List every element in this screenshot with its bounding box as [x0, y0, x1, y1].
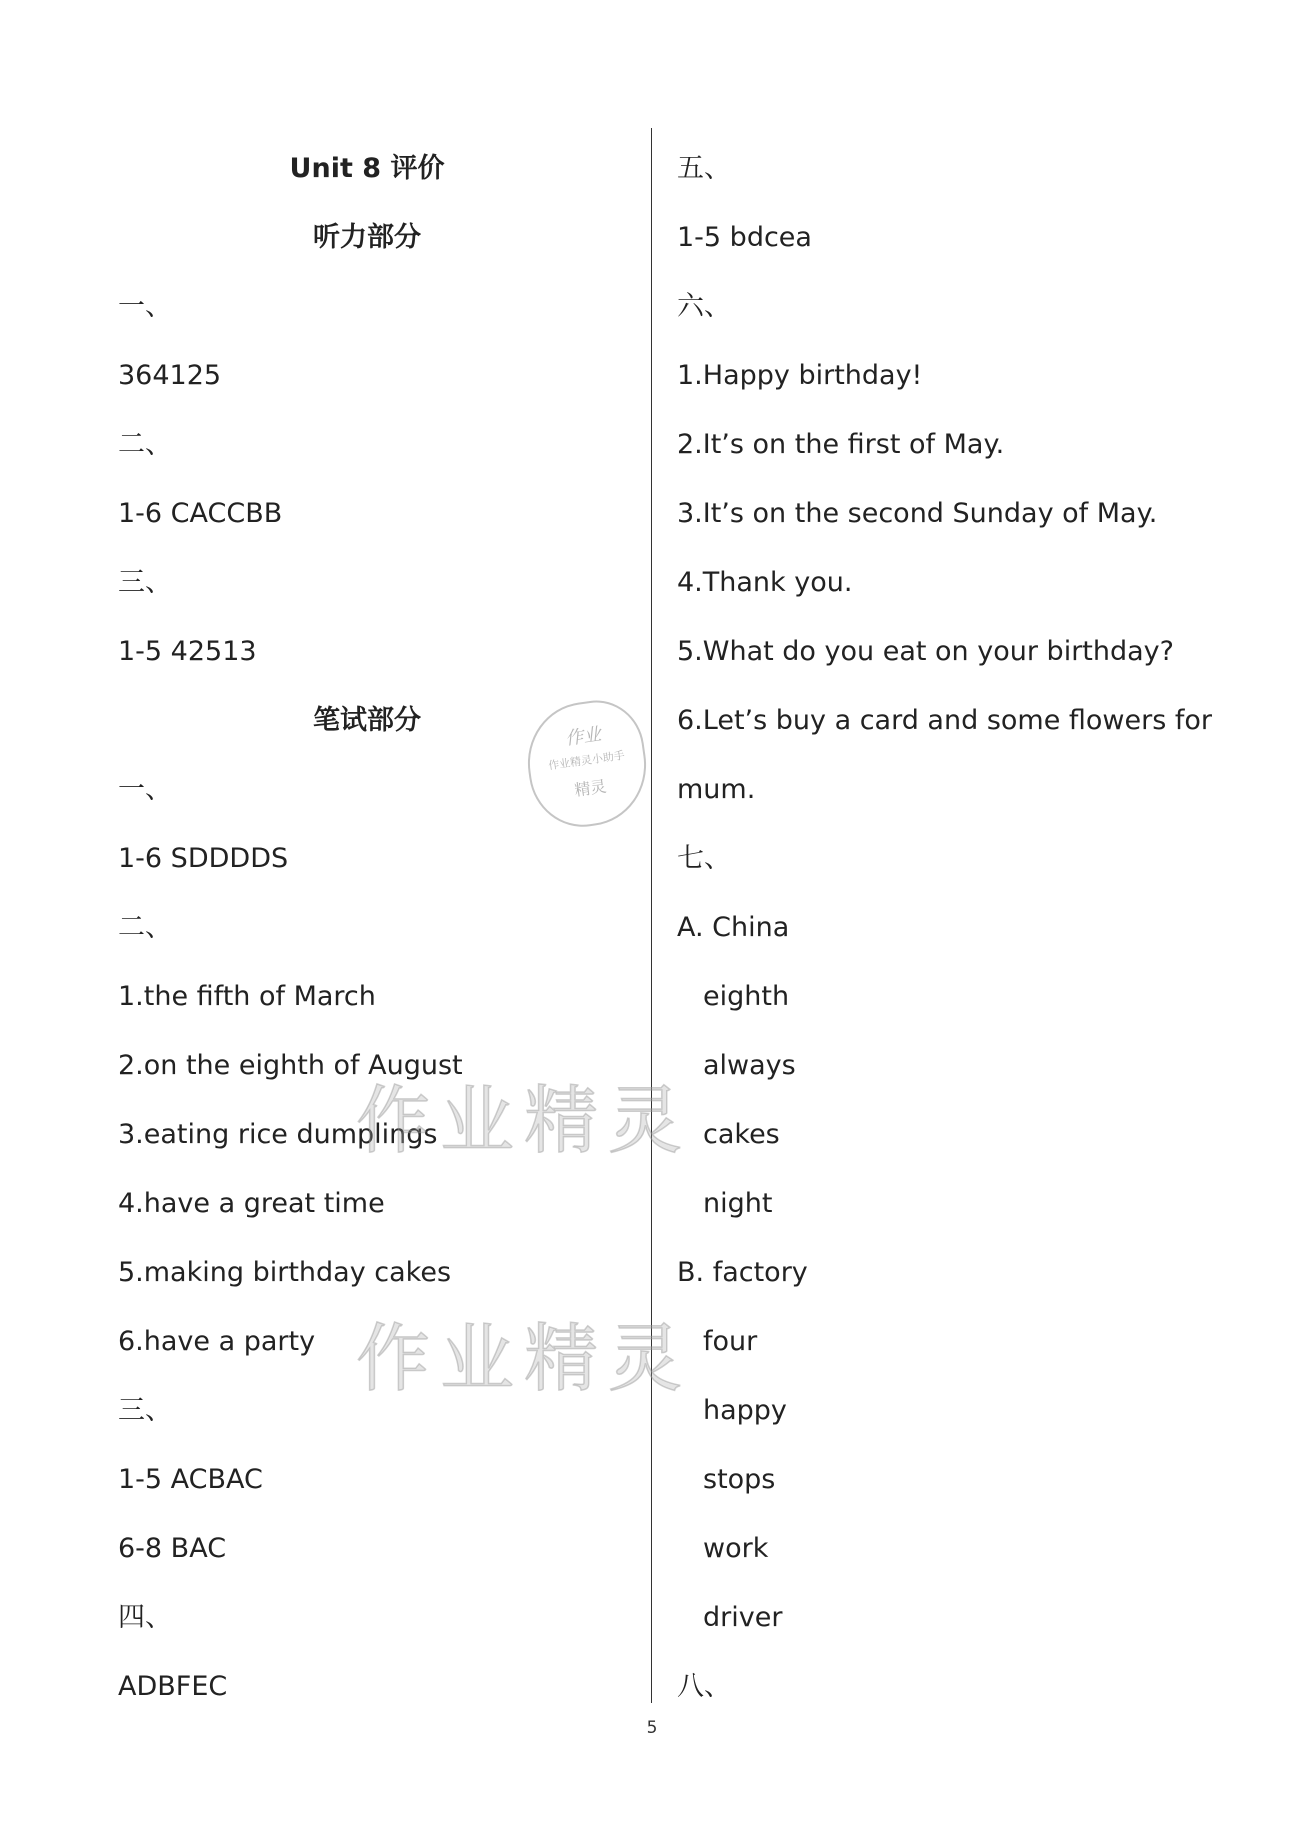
answer-line: 1-6 SDDDDS: [118, 843, 289, 874]
page-title: Unit 8 评价: [289, 153, 445, 184]
answer-line: mum.: [677, 774, 756, 805]
word-item: always: [703, 1050, 796, 1081]
watermark-text: 作业精灵: [356, 1316, 692, 1402]
answer-line: 4.Thank you.: [677, 567, 853, 598]
page-number: 5: [646, 1718, 658, 1738]
question-label: 四、: [118, 1602, 172, 1633]
word-group-label: A. China: [677, 912, 790, 943]
question-label: 二、: [118, 429, 172, 460]
answer-line: 3.eating rice dumplings: [118, 1119, 438, 1150]
question-label: 一、: [118, 774, 172, 805]
stamp-text: 作业: [563, 723, 603, 750]
stamp-text: 精灵: [573, 776, 608, 800]
word-item: work: [703, 1533, 769, 1564]
answer-line: 2.on the eighth of August: [118, 1050, 463, 1081]
answer-line: ADBFEC: [118, 1671, 228, 1702]
answer-line: 1.Happy birthday!: [677, 360, 923, 391]
question-label: 一、: [118, 291, 172, 322]
section-heading-written: 笔试部分: [313, 705, 421, 736]
question-label: 六、: [677, 291, 731, 322]
word-item: night: [703, 1188, 773, 1219]
question-label: 三、: [118, 567, 172, 598]
question-label: 五、: [677, 153, 731, 184]
answer-line: 6.have a party: [118, 1326, 316, 1357]
answer-line: 6.Let’s buy a card and some flowers for: [677, 705, 1212, 736]
answer-line: 1-5 ACBAC: [118, 1464, 263, 1495]
question-label: 三、: [118, 1395, 172, 1426]
column-divider: [651, 128, 652, 1703]
question-label: 八、: [677, 1671, 731, 1702]
question-label: 七、: [677, 843, 731, 874]
watermark-text: 作业精灵: [356, 1078, 692, 1164]
section-heading-listening: 听力部分: [313, 222, 421, 253]
answer-line: 3.It’s on the second Sunday of May.: [677, 498, 1158, 529]
answer-line: 1.the fifth of March: [118, 981, 376, 1012]
word-item: cakes: [703, 1119, 780, 1150]
answer-line: 5.making birthday cakes: [118, 1257, 452, 1288]
answer-line: 2.It’s on the first of May.: [677, 429, 1005, 460]
word-item: happy: [703, 1395, 787, 1426]
word-group-label: B. factory: [677, 1257, 808, 1288]
answer-line: 5.What do you eat on your birthday?: [677, 636, 1174, 667]
word-item: four: [703, 1326, 758, 1357]
answer-line: 1-5 bdcea: [677, 222, 812, 253]
word-item: driver: [703, 1602, 783, 1633]
answer-line: 6-8 BAC: [118, 1533, 227, 1564]
question-label: 二、: [118, 912, 172, 943]
answer-line: 364125: [118, 360, 222, 391]
word-item: stops: [703, 1464, 776, 1495]
answer-line: 1-5 42513: [118, 636, 257, 667]
stamp-text: 作业精灵小助手: [547, 748, 626, 773]
answer-line: 1-6 CACCBB: [118, 498, 283, 529]
word-item: eighth: [703, 981, 790, 1012]
answer-line: 4.have a great time: [118, 1188, 385, 1219]
